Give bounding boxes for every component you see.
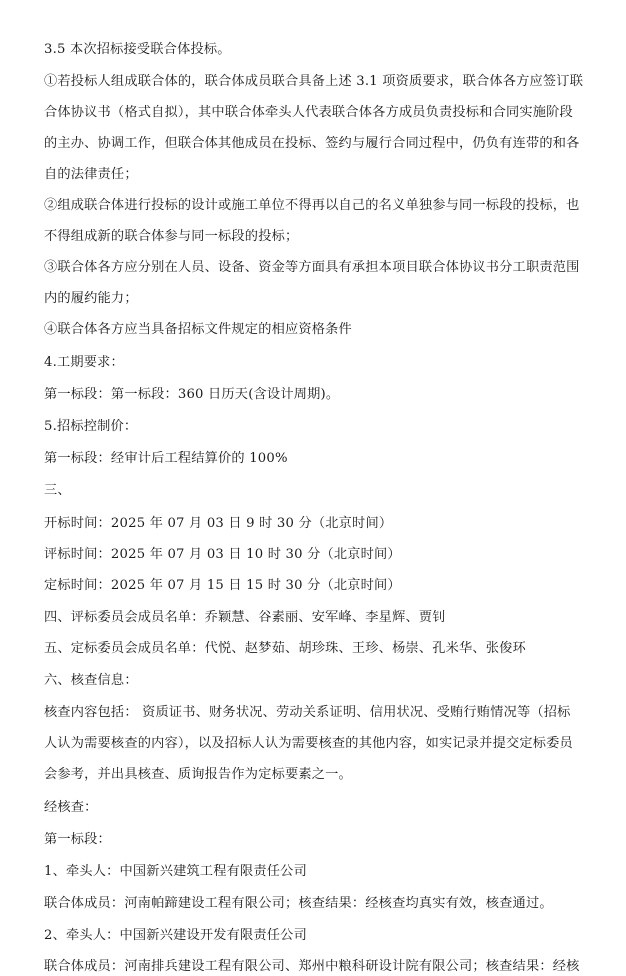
- duration-text: 第一标段：第一标段：360 日历天(含设计周期)。: [44, 387, 340, 402]
- verification-content-line-3: 会参考，并出具核查、质询报告作为定标要素之一。: [44, 767, 352, 782]
- consortium-clause-3-line-2: 内的履约能力；: [44, 291, 138, 306]
- verification-content-line-1: 核查内容包括： 资质证书、财务状况、劳动关系证明、信用状况、受贿行贿情况等（招标: [44, 705, 571, 720]
- lead-party-1: 1、牵头人：中国新兴建筑工程有限责任公司: [44, 864, 307, 879]
- consortium-clause-1-line-3: 的主办、协调工作，但联合体其他成员在投标、签约与履行合同过程中，仍负有连带的和各: [44, 136, 580, 151]
- consortium-clause-1-line-4: 自的法律责任；: [44, 167, 138, 182]
- lot-one-heading: 第一标段：: [44, 832, 111, 847]
- section-3-5-heading: 3.5 本次招标接受联合体投标。: [44, 42, 231, 57]
- consortium-members-2: 联合体成员：河南排兵建设工程有限公司、郑州中粮科研设计院有限公司；核查结果：经核: [44, 959, 580, 974]
- control-price-text: 第一标段：经审计后工程结算价的 100%: [44, 451, 288, 466]
- consortium-clause-1-line-1: ①若投标人组成联合体的，联合体成员联合具备上述 3.1 项资质要求，联合体各方应签订联: [44, 74, 584, 89]
- consortium-clause-3-line-1: ③联合体各方应分别在人员、设备、资金等方面具有承担本项目联合体协议书分工职责范围: [44, 260, 580, 275]
- lead-party-2: 2、牵头人：中国新兴建设开发有限责任公司: [44, 928, 307, 943]
- bid-decision-time: 定标时间：2025 年 07 月 15 日 15 时 30 分（北京时间）: [44, 578, 401, 593]
- consortium-members-1: 联合体成员：河南帕蹄建设工程有限公司；核查结果：经核查均真实有效，核查通过。: [44, 896, 553, 911]
- verification-content-line-2: 人认为需要核查的内容），以及招标人认为需要核查的其他内容，如实记录并提交定标委员: [44, 736, 573, 751]
- bid-opening-time: 开标时间：2025 年 07 月 03 日 9 时 30 分（北京时间）: [44, 516, 393, 531]
- consortium-clause-1-line-2: 合体协议书（格式自拟），其中联合体牵头人代表联合体各方成员负责投标和合同实施阶段: [44, 105, 573, 120]
- consortium-clause-4: ④联合体各方应当具备招标文件规定的相应资格条件: [44, 322, 352, 337]
- consortium-clause-2-line-1: ②组成联合体进行投标的设计或施工单位不得再以自己的名义单独参与同一标段的投标，也: [44, 198, 580, 213]
- verified-heading: 经核查：: [44, 800, 98, 815]
- evaluation-committee-list: 四、评标委员会成员名单：乔颖慧、谷素丽、安军峰、李星辉、贾钊: [44, 610, 446, 625]
- section-5-heading: 5.招标控制价：: [44, 419, 138, 434]
- section-4-heading: 4.工期要求：: [44, 355, 124, 370]
- section-six-heading: 六、核查信息：: [44, 673, 138, 688]
- section-three-heading: 三、: [44, 483, 71, 498]
- bid-evaluation-time: 评标时间：2025 年 07 月 03 日 10 时 30 分（北京时间）: [44, 547, 401, 562]
- consortium-clause-2-line-2: 不得组成新的联合体参与同一标段的投标；: [44, 229, 299, 244]
- decision-committee-list: 五、定标委员会成员名单：代悦、赵梦茹、胡珍珠、王珍、杨崇、孔米华、张俊环: [44, 641, 526, 656]
